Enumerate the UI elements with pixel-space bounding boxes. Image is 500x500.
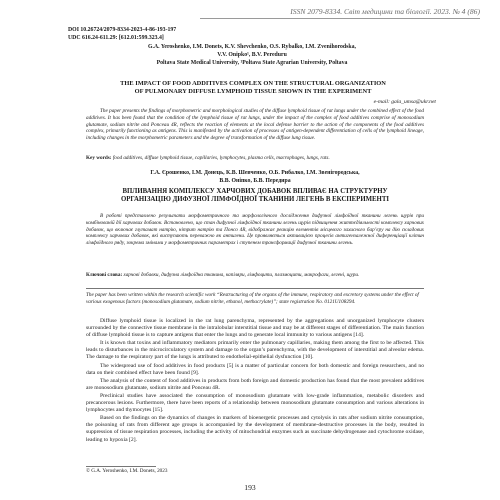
contact-email: e-mail: gala_umsa@ukr.net (373, 99, 436, 105)
keywords-en-label: Key words: (86, 155, 112, 161)
article-body (86, 318, 424, 445)
page-number: 193 (244, 483, 256, 492)
authors-ua-line: Г.А. Єрошенко, І.М. Донець, К.В. Шевченко, О.Б. Рибалко, І.М. Звенігородська, (150, 170, 360, 176)
keywords-ua (86, 272, 424, 279)
udc: UDC 616.24-611.29: [612.01:599.323.4] (68, 34, 164, 41)
body-paragraph: Based on the findings on the dynamics of changes in markers of bioenergetic processes and cytolysis in rats after sodium nitrite consumption, the poisoning of rats from different age groups is accompanied by the development of membrane-destructive processes in the body, resulted in suppression of tissue respiration processes, including the activity of mitochondrial enzymes such as succinate dehydrogenase and cytochrome oxidase, leading to hypoxia [2]. (86, 415, 424, 443)
keywords-en-text: food additives, diffuse lymphoid tissue, capillaries, lymphocytes, plasma cells, macrophages, lungs, rats. (112, 155, 330, 161)
body-paragraph: The widespread use of food additives in food products [5] is a matter of particular concern for both domestic and foreign researchers, and no data on their combined effect have been found [9]. (86, 362, 424, 376)
body-paragraph: Diffuse lymphoid tissue is localized in the rat lung parenchyma, represented by the aggregations and unorganized lymphocyte clusters surrounded by the connective tissue membrane in the intralobular interstitial tissue and may be at different stages of differentiation. The main function of diffuse lymphoid tissue is to capture antigens that enter the lungs and to generate local immunity to various antigens [14]. (86, 318, 424, 339)
title-en-line: OF PULMONARY DIFFUSE LYMPHOID TISSUE SHOWN IN THE EXPERIMENT (134, 88, 372, 96)
authors-ua-line: В.В. Оніпко, Б.В. Передира (219, 177, 291, 184)
body-paragraph: It is known that toxins and inflammatory mediators primarily enter the pulmonary capillaries, making them among the first to be affected. This leads to disturbances in the microcirculatory system and damage to the organ’s parenchyma, with the development of interstitial and alveolar edema. The damage to the respiratory part of the lungs is attributed to endothelial-epithelial dysfunction [10]. (86, 340, 424, 361)
copyright-line: © G.A. Yeroshenko, I.M. Donets, 2023 (86, 468, 168, 474)
body-paragraph: The analysis of the content of food additives in products from both foreign and domestic production has found that the most prevalent additives are monosodium glutamate, sodium nitrite and Ponceau 4R. (86, 377, 424, 391)
copyright (86, 468, 167, 474)
keywords-en (86, 155, 424, 162)
doi: DOI 10.26724/2079-8334-2023-4-86-193-197 (68, 27, 177, 33)
article-identifiers (68, 27, 176, 42)
title-en-line: THE IMPACT OF FOOD ADDITIVES COMPLEX ON THE STRUCTURAL ORGANIZATION (120, 80, 386, 87)
authors-en-line: V.V. Onipko¹, B.V. Pereduru (217, 51, 287, 58)
body-paragraph: Preclinical studies have associated the consumption of monosodium glutamate with low-grade inflammation, metabolic disorders and precancerous lesions. Furthermore, there have been reports of a relationship between monosodium glutamate consumption and various alterations in lymphocytes and thymocytes [15]. (86, 392, 424, 414)
abstract-ua (86, 213, 424, 247)
title-en (88, 80, 418, 96)
abstract-en (86, 108, 424, 142)
keywords-ua-label: Ключові слова: (86, 272, 123, 278)
keywords-ua-text: харчові добавки, дифузна лімфоїдна тканина, капіляри, лімфоцити, плазмоцити, макрофаги, легені, щури. (123, 272, 360, 278)
title-ua-line: ОРГАНІЗАЦІЮ ДИФУЗНОЇ ЛІМФОЇДНОЇ ТКАНИНИ ЛЕГЕНЬ В ЕКСПЕРИМЕНТІ (120, 196, 390, 204)
authors-ua (86, 170, 424, 185)
authors-en-line: G.A. Yeroshenko, I.M. Donets, K.V. Shevchenko, O.S. Rybalko, I.M. Zvenihorodska, (148, 44, 356, 50)
journal-header: ISSN 2079-8334. Світ медицини та біології. 2023. № 4 (86) (200, 7, 480, 19)
title-ua (86, 188, 424, 205)
footer-divider (86, 466, 156, 467)
affiliation-en: Poltava State Medical University, ¹Poltava State Agrarian University, Poltava (156, 59, 348, 66)
abstract-en-text: The paper presents the findings of morphometric and morphological studies of the diffuse lymphoid tissue of rat lungs under the combined effect of the food additives. It has been found that the condition of the lymphoid tissue of rat lungs, under the impact of the complex of food additives comprise of monosodium glutamate, sodium nitrite and Ponceau 4R, reflects the reaction of elements at the local defense barrier to the action of the components of the food additives complex, primarily functioning as antigens. This is manifested by the activation of processes of antigen-dependent differentiation of cells of the lymphoid lineage, including changes in the morphometric parameters and the degree of transformation of the diffuse lung tissue. (86, 108, 424, 142)
abstract-ua-text: В роботі представлено результати морфометричного та морфологічного дослідження дифузної лімфоїдної тканини легень щурів при комбінованій дії харчових добавок. Встановлено, що стан дифузної лімфоїдної тканини легень щурів підвищення життєдіяльності комплексу харчових добавок, що включає глутамат натрію, нітрит натрію та Понсо 4R, відображає реакцію елементів місцевого захисного бар’єру на дію складових комплексу харчових добавок, які виступають переважно як антигени. Це проявляється активацією процесів антигензалежної диференціації клітин лімфоїдного ряду, зокрема змінами у морфометричних параметрах і ступенем трансформації дифузної тканини легень. (86, 213, 424, 247)
title-ua-line: ВПЛИВАННЯ КОМПЛЕКСУ ХАРЧОВИХ ДОБАВОК ВПЛИВАЄ НА СТРУКТУРНУ (122, 188, 388, 195)
section-divider (86, 288, 424, 289)
funding-note: The paper has been written within the research scientific work “Restructuring of the organs of the immune, respiratory and excretory systems under the effect of various exogenous factors (monosodium glutamate, sodium nitrite, ethanol, methacrylate)”; state registration No. 0121U108294. (86, 292, 419, 305)
authors-en (108, 44, 396, 67)
